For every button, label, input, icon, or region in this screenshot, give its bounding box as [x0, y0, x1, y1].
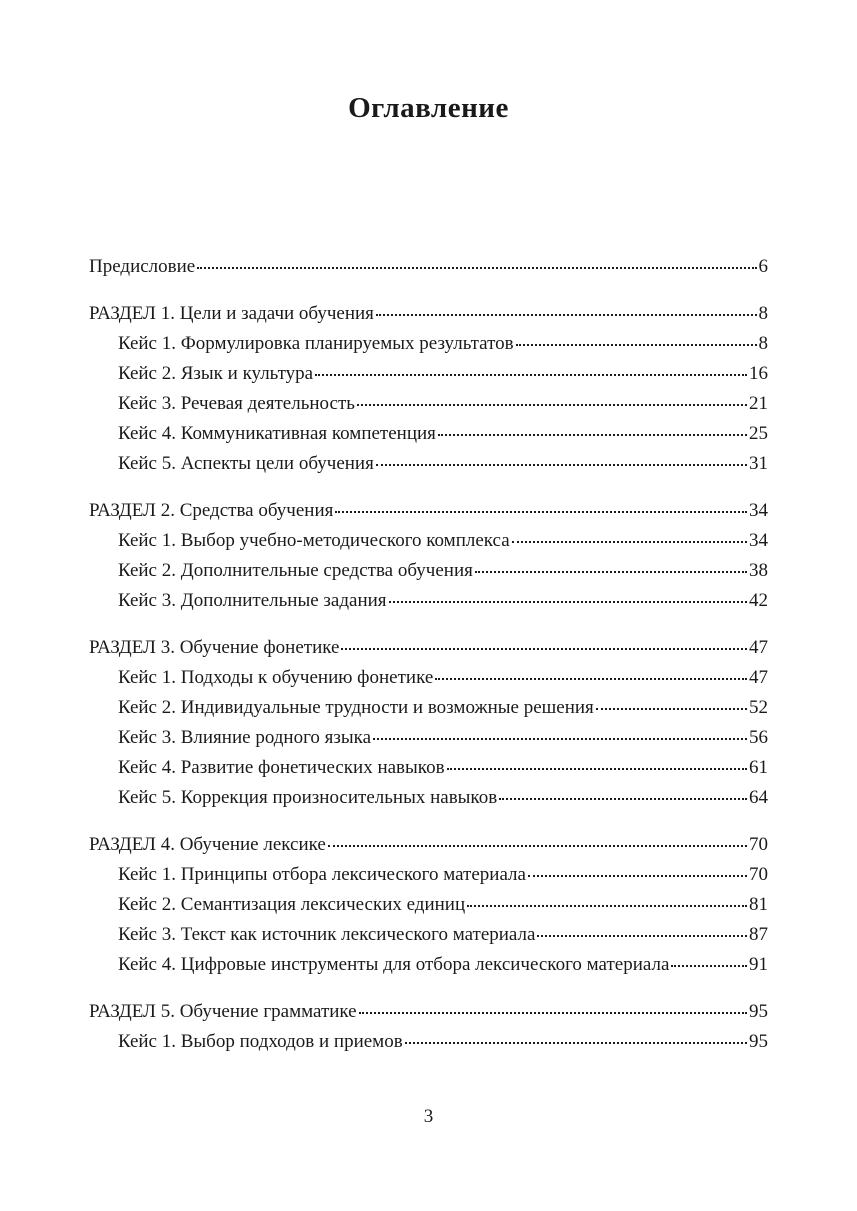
dot-leader [373, 738, 747, 740]
toc-entry-case[interactable] [89, 359, 768, 389]
toc-entry-label: Кейс 1. Подходы к обучению фонетике [118, 667, 434, 688]
toc-entry-page: 64 [749, 787, 768, 808]
toc-entry-label: Кейс 4. Коммуникативная компетенция [118, 423, 436, 444]
dot-leader [359, 1012, 747, 1014]
toc-entry-page: 87 [749, 924, 768, 945]
toc-entry-page: 8 [758, 333, 768, 354]
toc-entry-page: 95 [749, 1031, 768, 1052]
toc-entry-page: 47 [749, 637, 768, 658]
toc-entry-case[interactable] [89, 1027, 768, 1057]
toc-entry-label: Кейс 1. Выбор учебно-методического комплекса [118, 530, 510, 551]
toc-entry-label: РАЗДЕЛ 3. Обучение фонетике [89, 637, 340, 658]
toc-entry-case[interactable] [89, 556, 768, 586]
toc-entry-page: 95 [749, 1001, 768, 1022]
toc-entry-case[interactable] [89, 693, 768, 723]
dot-leader [315, 374, 747, 376]
toc-entry-case[interactable] [89, 449, 768, 479]
toc-entry-label: Кейс 3. Речевая деятельность [118, 393, 355, 414]
toc-entry-page: 70 [749, 834, 768, 855]
toc-entry-page: 42 [749, 590, 768, 611]
toc-entry-label: Кейс 1. Выбор подходов и приемов [118, 1031, 403, 1052]
toc-entry-label: Кейс 1. Принципы отбора лексического материала [118, 864, 526, 885]
toc-entry-case[interactable] [89, 723, 768, 753]
dot-leader [376, 314, 757, 316]
toc-entry-section-3[interactable] [89, 633, 768, 663]
toc-entry-label: Кейс 2. Индивидуальные трудности и возможные решения [118, 697, 594, 718]
toc-entry-page: 52 [749, 697, 768, 718]
toc-entry-section-5[interactable] [89, 997, 768, 1027]
toc-entry-page: 70 [749, 864, 768, 885]
toc-entry-case[interactable] [89, 389, 768, 419]
dot-leader [467, 905, 747, 907]
toc-entry-label: Кейс 4. Развитие фонетических навыков [118, 757, 445, 778]
dot-leader [516, 344, 757, 346]
toc-entry-case[interactable] [89, 950, 768, 980]
toc-entry-preface[interactable] [89, 252, 768, 282]
page-number: 3 [423, 1106, 434, 1127]
dot-leader [499, 798, 747, 800]
dot-leader [389, 601, 747, 603]
toc-entry-section-1[interactable] [89, 299, 768, 329]
toc-entry-case[interactable] [89, 920, 768, 950]
toc-entry-section-4[interactable] [89, 830, 768, 860]
toc-entry-page: 16 [749, 363, 768, 384]
dot-leader [335, 511, 747, 513]
toc-entry-case[interactable] [89, 329, 768, 359]
dot-leader [357, 404, 747, 406]
toc-entry-case[interactable] [89, 526, 768, 556]
dot-leader [447, 768, 747, 770]
toc-entry-page: 34 [749, 500, 768, 521]
dot-leader [405, 1042, 747, 1044]
toc-entry-page: 34 [749, 530, 768, 551]
dot-leader [197, 267, 756, 269]
dot-leader [512, 541, 747, 543]
toc-entry-section-2[interactable] [89, 496, 768, 526]
toc-entry-label: Кейс 4. Цифровые инструменты для отбора лексического материала [118, 954, 670, 975]
toc-entry-case[interactable] [89, 419, 768, 449]
toc-entry-label: Кейс 2. Дополнительные средства обучения [118, 560, 473, 581]
toc-entry-page: 91 [749, 954, 768, 975]
dot-leader [528, 875, 747, 877]
toc-entry-page: 8 [758, 303, 768, 324]
toc-entry-page: 61 [749, 757, 768, 778]
dot-leader [438, 434, 747, 436]
dot-leader [435, 678, 747, 680]
toc-entry-page: 56 [749, 727, 768, 748]
dot-leader [376, 464, 747, 466]
dot-leader [671, 965, 747, 967]
toc-entry-label: Кейс 5. Аспекты цели обучения [118, 453, 374, 474]
dot-leader [475, 571, 747, 573]
toc-entry-page: 31 [749, 453, 768, 474]
toc-entry-label: Кейс 2. Семантизация лексических единиц [118, 894, 466, 915]
toc-entry-label: Кейс 2. Язык и культура [118, 363, 314, 384]
dot-leader [596, 708, 747, 710]
toc-entry-case[interactable] [89, 586, 768, 616]
toc-entry-label: Кейс 3. Дополнительные задания [118, 590, 387, 611]
toc-entry-page: 21 [749, 393, 768, 414]
toc-entry-case[interactable] [89, 663, 768, 693]
toc-entry-label: РАЗДЕЛ 1. Цели и задачи обучения [89, 303, 374, 324]
toc-entry-case[interactable] [89, 753, 768, 783]
toc-entry-label: Кейс 3. Текст как источник лексического материала [118, 924, 536, 945]
toc-entry-case[interactable] [89, 860, 768, 890]
dot-leader [328, 845, 747, 847]
dot-leader [341, 648, 747, 650]
toc-entry-page: 6 [758, 256, 768, 277]
page-title: Оглавление [348, 92, 509, 124]
table-of-contents [89, 252, 768, 1057]
toc-entry-label: РАЗДЕЛ 5. Обучение грамматике [89, 1001, 357, 1022]
toc-entry-label: Кейс 5. Коррекция произносительных навыков [118, 787, 498, 808]
toc-entry-label: РАЗДЕЛ 2. Средства обучения [89, 500, 334, 521]
toc-entry-page: 81 [749, 894, 768, 915]
toc-entry-label: Кейс 3. Влияние родного языка [118, 727, 372, 748]
dot-leader [537, 935, 747, 937]
toc-entry-page: 47 [749, 667, 768, 688]
toc-entry-case[interactable] [89, 890, 768, 920]
toc-entry-label: РАЗДЕЛ 4. Обучение лексике [89, 834, 326, 855]
toc-entry-label: Кейс 1. Формулировка планируемых результатов [118, 333, 514, 354]
toc-entry-page: 25 [749, 423, 768, 444]
toc-entry-page: 38 [749, 560, 768, 581]
toc-entry-case[interactable] [89, 783, 768, 813]
toc-entry-label: Предисловие [89, 256, 196, 277]
